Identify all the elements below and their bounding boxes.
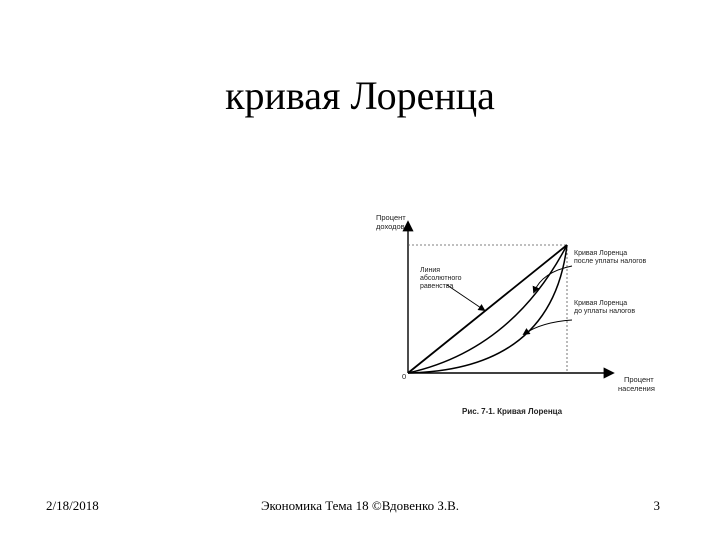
- lorenz-diagram: [362, 210, 672, 425]
- before-tax-pointer-arrow: [524, 320, 572, 334]
- equality-label-line3: равенства: [420, 283, 454, 290]
- footer-page-number: 3: [653, 498, 660, 513]
- slide-title: кривая Лоренца: [225, 73, 495, 118]
- y-axis-label-line1: Процент: [376, 213, 406, 222]
- before-tax-label-line2: до уплаты налогов: [574, 308, 636, 315]
- equality-label-line1: Линия: [420, 267, 441, 274]
- lorenz-curve-figure: [362, 210, 672, 425]
- footer-date: 2/18/2018: [46, 498, 99, 513]
- before-tax-label-line1: Кривая Лоренца: [574, 300, 628, 307]
- after-tax-label-line2: после уплаты налогов: [574, 258, 647, 265]
- figure-caption: Рис. 7-1. Кривая Лоренца: [462, 407, 563, 416]
- absolute-equality-line: [408, 245, 567, 373]
- x-axis-label-line1: Процент: [624, 375, 654, 384]
- origin-label: 0: [402, 372, 407, 381]
- y-axis-label-line2: доходов: [376, 222, 405, 231]
- after-tax-label-line1: Кривая Лоренца: [574, 250, 628, 257]
- footer-author: Экономика Тема 18 ©Вдовенко З.В.: [260, 498, 460, 513]
- x-axis-label-line2: населения: [618, 384, 655, 393]
- equality-label-line2: абсолютного: [420, 275, 462, 282]
